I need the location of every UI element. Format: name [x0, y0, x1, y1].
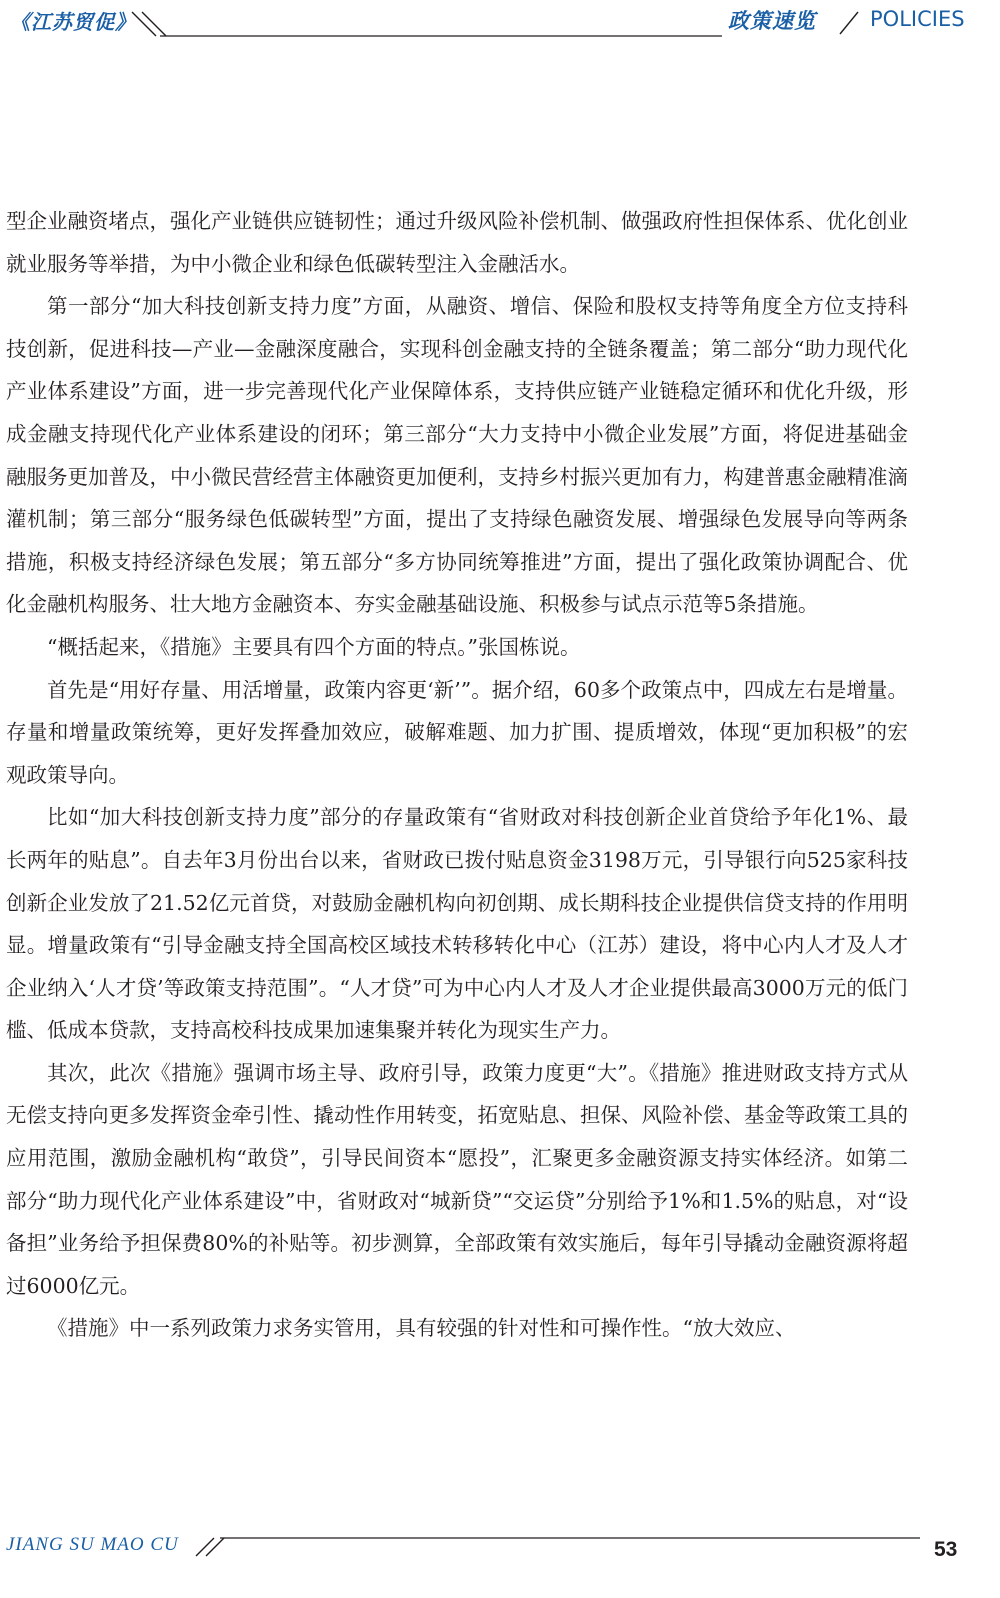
header-rule-decoration [0, 0, 1000, 50]
paragraph: “概括起来，《措施》主要具有四个方面的特点。”张国栋说。 [47, 634, 581, 659]
footer-journal-name: JIANG SU MAO CU [6, 1534, 179, 1555]
article-body [6, 200, 908, 1350]
section-label: POLICIES [870, 7, 965, 31]
paragraph: 《措施》中一系列政策力求务实管用，具有较强的针对性和可操作性。“放大效应、 [47, 1316, 796, 1341]
paragraph: 其次，此次《措施》强调市场主导、政府引导，政策力度更“大”。《措施》推进财政支持方式从无偿支持向更多发挥资金牵引性、撬动性作用转变，拓宽贴息、担保、风险补偿、基金等政策工具的应用范围，激励金融机构“敢贷”，引导民间资本“愿投”，汇聚更多金融资源支持实体经济。如第二部分“助力现代化产业体系建设”中，省财政对“城新贷”“交运贷”分别给予1%和1.5%的贴息，对“设备担”业务给予担保费80%的补贴等。初步测算，全部政策有效实施后，每年引导撬动金融资源将超过6000亿元。 [6, 1060, 908, 1298]
column-title: 政策速览 [728, 8, 816, 33]
page-header [0, 0, 1000, 50]
journal-title: 《江苏贸促》 [10, 10, 136, 34]
paragraph: 比如“加大科技创新支持力度”部分的存量政策有“省财政对科技创新企业首贷给予年化1%、最长两年的贴息”。自去年3月份出台以来，省财政已拨付贴息资金3198万元，引导银行向525家科技创新企业发放了21.52亿元首贷，对鼓励金融机构向初创期、成长期科技企业提供信贷支持的作用明显。增量政策有“引导金融支持全国高校区域技术转移转化中心（江苏）建设，将中心内人才及人才企业纳入‘人才贷’等政策支持范围”。“人才贷”可为中心内人才及人才企业提供最高3000万元的低门槛、低成本贷款，支持高校科技成果加速集聚并转化为现实生产力。 [6, 805, 908, 1043]
page-number: 53 [934, 1538, 958, 1561]
paragraph: 首先是“用好存量、用活增量，政策内容更‘新’”。据介绍，60多个政策点中，四成左右是增量。存量和增量政策统筹，更好发挥叠加效应，破解难题、加力扩围、提质增效，体现“更加积极”的宏观政策导向。 [6, 677, 908, 787]
paragraph: 型企业融资堵点，强化产业链供应链韧性；通过升级风险补偿机制、做强政府性担保体系、优化创业就业服务等举措，为中小微企业和绿色低碳转型注入金融活水。 [6, 209, 908, 276]
paragraph: 第一部分“加大科技创新支持力度”方面，从融资、增信、保险和股权支持等角度全方位支持科技创新，促进科技—产业—金融深度融合，实现科创金融支持的全链条覆盖；第二部分“助力现代化产业体系建设”方面，进一步完善现代化产业保障体系，支持供应链产业链稳定循环和优化升级，形成金融支持现代化产业体系建设的闭环；第三部分“大力支持中小微企业发展”方面，将促进基础金融服务更加普及，中小微民营经营主体融资更加便利，支持乡村振兴更加有力，构建普惠金融精准滴灌机制；第三部分“服务绿色低碳转型”方面，提出了支持绿色融资发展、增强绿色发展导向等两条措施，积极支持经济绿色发展；第五部分“多方协同统筹推进”方面，提出了强化政策协调配合、优化金融机构服务、壮大地方金融资本、夯实金融基础设施、积极参与试点示范等5条措施。 [6, 294, 908, 617]
page-footer [0, 1534, 1000, 1598]
